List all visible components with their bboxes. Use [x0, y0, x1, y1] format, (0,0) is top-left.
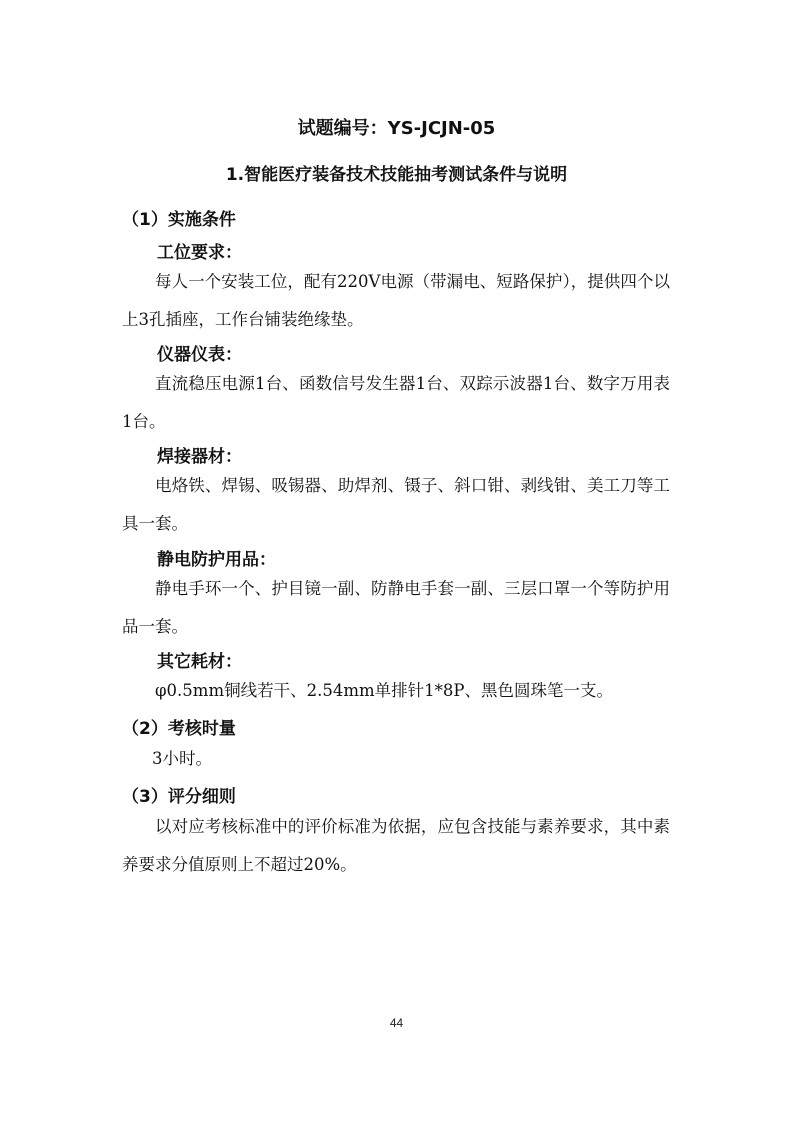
heading-implementation-conditions: （1）实施条件 — [122, 210, 236, 230]
text-esd-protection: 静电手环一个、护目镜一副、防静电手套一副、三层口罩一个等防护用品一套。 — [122, 579, 670, 636]
section-title: 1.智能医疗装备技术技能抽考测试条件与说明 — [225, 165, 568, 185]
label-instruments: 仪器仪表： — [157, 345, 242, 365]
label-workstation: 工位要求： — [157, 243, 242, 263]
heading-scoring-rules: （3）评分细则 — [122, 787, 236, 807]
page-number: 44 — [389, 1016, 404, 1030]
label-soldering: 焊接器材： — [157, 447, 242, 467]
text-soldering: 电烙铁、焊锡、吸锡器、助焊剂、镊子、斜口钳、剥线钳、美工刀等工具一套。 — [122, 476, 670, 533]
exam-id-title: 试题编号：YS-JCJN-05 — [297, 118, 496, 139]
text-consumables: φ0.5mm铜线若干、2.54mm单排针1*8P、黑色圆珠笔一支。 — [155, 681, 613, 700]
text-instruments: 直流稳压电源1台、函数信号发生器1台、双踪示波器1台、数字万用表1台。 — [122, 374, 670, 431]
text-scoring-rules: 以对应考核标准中的评价标准为依据，应包含技能与素养要求，其中素养要求分值原则上不超过20%。 — [122, 817, 670, 874]
text-exam-duration: 3小时。 — [152, 749, 212, 768]
heading-exam-duration: （2）考核时量 — [122, 719, 236, 739]
text-workstation: 每人一个安装工位，配有220V电源（带漏电、短路保护），提供四个以上3孔插座，工作台铺装绝缘垫。 — [122, 272, 670, 329]
label-consumables: 其它耗材： — [157, 652, 242, 672]
label-esd-protection: 静电防护用品： — [157, 550, 276, 570]
